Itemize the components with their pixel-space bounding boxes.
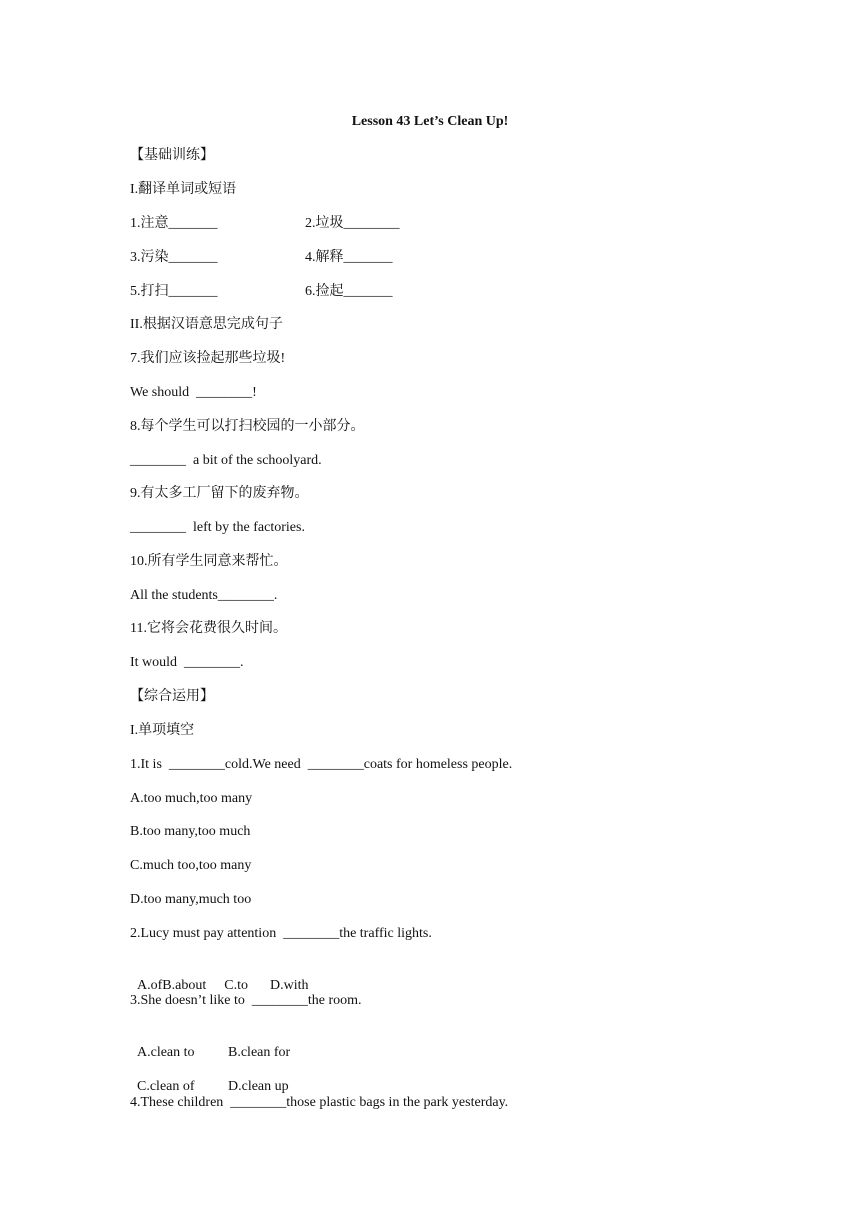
vocab-item: 6.捡起_______ (305, 284, 393, 299)
vocab-item: 2.垃圾________ (305, 216, 400, 231)
answer-option: D.with (269, 978, 309, 993)
answer-option: B.too many,too much (130, 824, 251, 839)
question-stem: 2.Lucy must pay attention ________the traffic lights. (130, 926, 432, 941)
question-stem: 3.She doesn’t like to ________the room. (130, 993, 362, 1008)
sentence-chinese: 8.每个学生可以打扫校园的一小部分。 (130, 419, 365, 434)
vocab-item: 5.打扫_______ (130, 284, 218, 299)
answer-option: A.too much,too many (130, 791, 253, 806)
answer-option: C.much too,too many (130, 858, 252, 873)
part-heading-multiple-choice: I.单项填空 (130, 723, 195, 738)
sentence-chinese: 10.所有学生同意来帮忙。 (130, 554, 288, 569)
answer-option: C.to (224, 978, 248, 993)
vocab-item: 1.注意_______ (130, 216, 218, 231)
section-heading-basic: 【基础训练】 (130, 148, 214, 163)
answer-options-row (130, 959, 308, 995)
question-stem: 4.These children ________those plastic bags in the park yesterday. (130, 1095, 509, 1110)
answer-options-row (130, 1060, 289, 1096)
section-heading-comprehensive: 【综合运用】 (130, 689, 214, 704)
sentence-chinese: 11.它将会花费很久时间。 (130, 621, 287, 636)
sentence-chinese: 9.有太多工厂留下的废弃物。 (130, 486, 309, 501)
sentence-english: ________ a bit of the schoolyard. (130, 453, 322, 468)
vocab-item: 3.污染_______ (130, 250, 218, 265)
part-heading-translate: I.翻译单词或短语 (130, 182, 237, 197)
answer-option: A.of (137, 978, 163, 993)
sentence-chinese: 7.我们应该捡起那些垃圾! (130, 351, 286, 366)
page-title: Lesson 43 Let’s Clean Up! (351, 114, 509, 129)
sentence-english: All the students________. (130, 588, 278, 603)
answer-option: D.too many,much too (130, 892, 252, 907)
part-heading-sentences: II.根据汉语意思完成句子 (130, 317, 283, 332)
answer-option: D.clean up (228, 1079, 289, 1094)
answer-options-row (130, 1026, 290, 1062)
sentence-english: ________ left by the factories. (130, 520, 305, 535)
vocab-item: 4.解释_______ (305, 250, 393, 265)
answer-option: C.clean of (137, 1079, 195, 1094)
question-stem: 1.It is ________cold.We need ________coats for homeless people. (130, 757, 513, 772)
answer-option: A.clean to (137, 1045, 195, 1060)
sentence-english: We should ________! (130, 385, 257, 400)
answer-option: B.about (162, 978, 207, 993)
sentence-english: It would ________. (130, 655, 244, 670)
answer-option: B.clean for (228, 1045, 291, 1060)
